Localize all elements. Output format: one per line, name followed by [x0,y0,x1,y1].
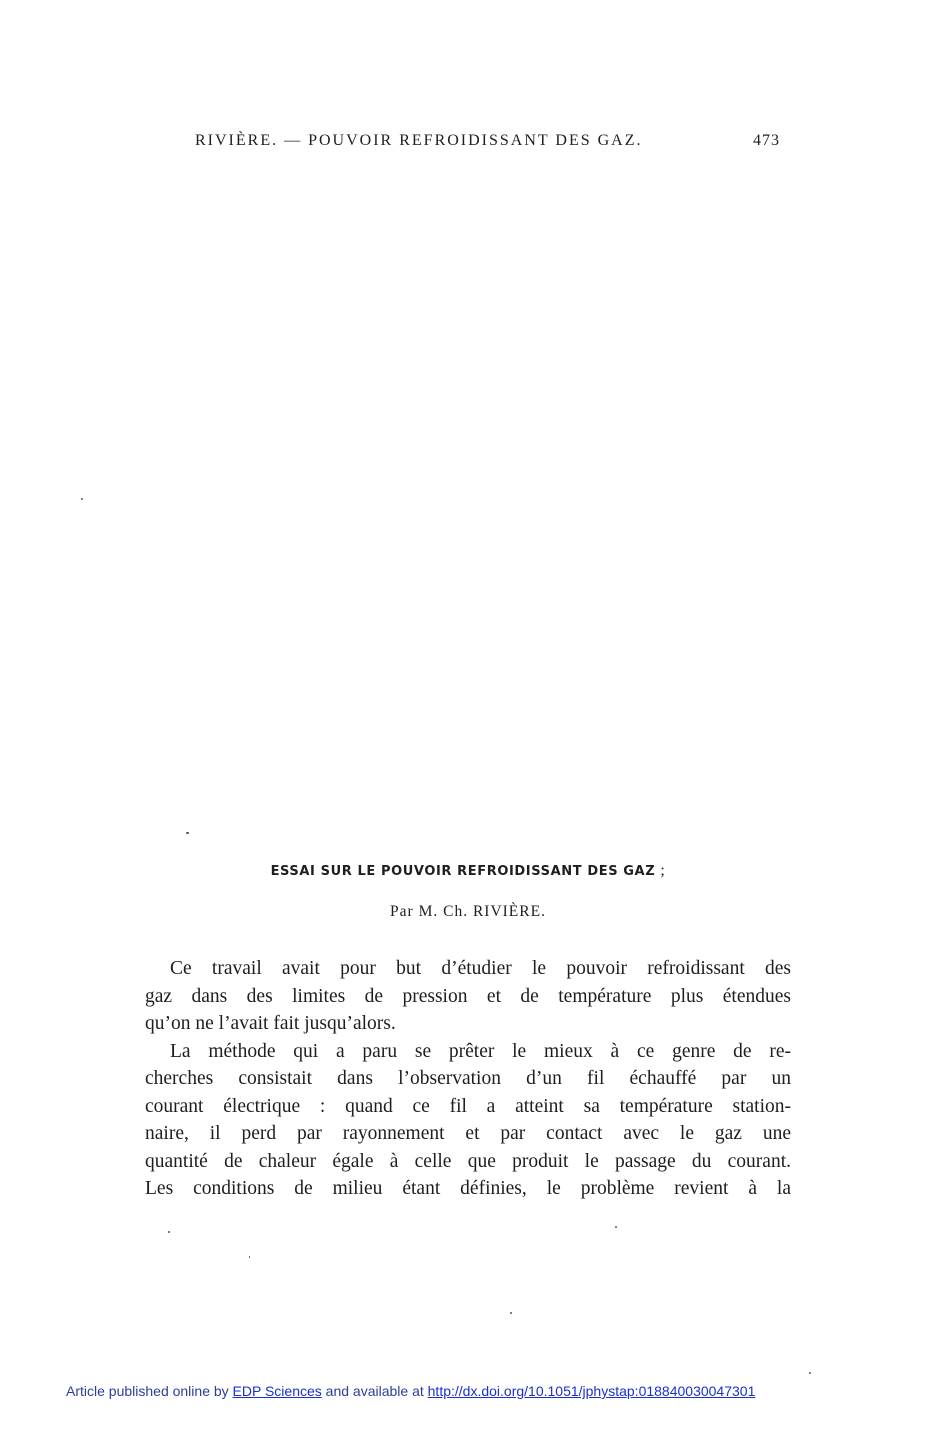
body-line: quantité de chaleur égale à celle que produit le passage du courant. [145,1150,791,1172]
publication-footer [66,1383,866,1399]
doi-link[interactable]: http://dx.doi.org/10.1051/jphystap:018840030047301 [427,1383,756,1399]
body-line: cherches consistait dans l’observation d’un fil échauffé par un [145,1068,791,1089]
scan-speck [615,1226,617,1228]
article-title [145,862,791,880]
scan-speck [81,498,83,500]
scan-speck [809,1372,811,1374]
running-title: RIVIÈRE. — POUVOIR REFROIDISSANT DES GAZ. [195,132,643,149]
page-number: 473 [753,132,780,149]
article-title-punctuation: ; [660,862,666,879]
body-line: gaz dans des limites de pression et de température plus étendues [145,985,791,1007]
body-line: courant électrique : quand ce fil a atteint sa température station- [145,1095,791,1117]
body-line: qu’on ne l’avait fait jusqu’alors. [145,1013,396,1034]
scan-speck [186,832,189,834]
scan-speck [510,1312,512,1314]
footer-prefix: Article published online by [66,1383,229,1399]
scan-speck [249,1256,250,1258]
author-byline: Par M. Ch. RIVIÈRE. [390,903,546,920]
running-header [195,132,780,156]
body-line: Les conditions de milieu étant définies, le problème revient à la [145,1178,791,1199]
body-line: naire, il perd par rayonnement et par contact avec le gaz une [145,1123,791,1144]
footer-middle: and available at [325,1383,424,1399]
body-line: Ce travail avait pour but d’étudier le pouvoir refroidissant des [170,958,791,979]
body-paragraphs [145,955,791,1203]
body-line: La méthode qui a paru se prêter le mieux à ce genre de re- [170,1040,791,1062]
scan-speck [168,1231,170,1233]
article-title-text: ESSAI SUR LE POUVOIR REFROIDISSANT DES GAZ [270,864,656,879]
publisher-link[interactable]: EDP Sciences [232,1383,322,1399]
